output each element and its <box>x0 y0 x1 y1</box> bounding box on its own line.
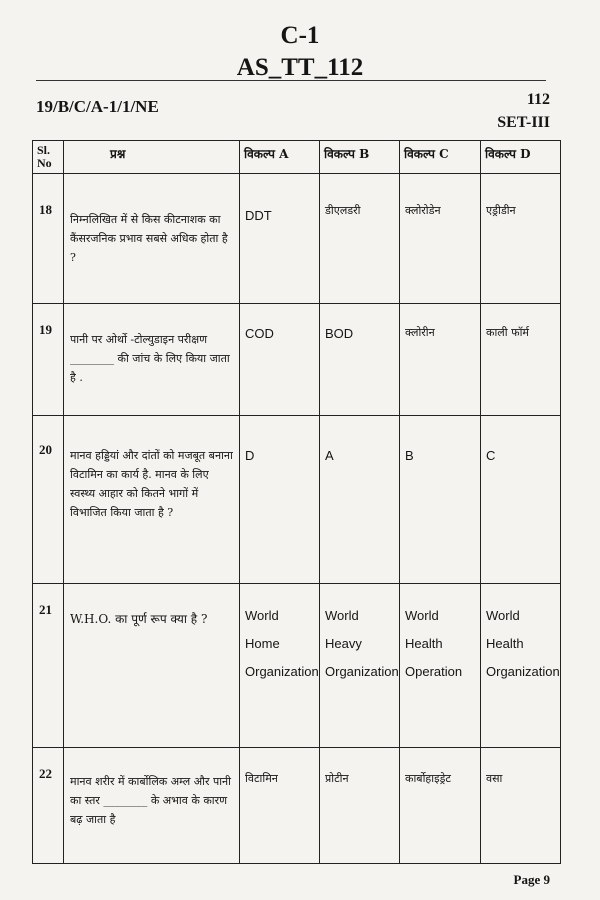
option-b: BOD <box>320 304 400 416</box>
paper-number: 112 <box>526 91 550 108</box>
header-option-a: विकल्प A <box>240 141 320 174</box>
option-c: कार्बोहाइड्रेट <box>400 748 481 864</box>
option-d: World Health Organization <box>481 584 561 748</box>
option-a: विटामिन <box>240 748 320 864</box>
option-c: क्लोरोडेन <box>400 174 481 304</box>
option-a: D <box>240 416 320 584</box>
option-a: COD <box>240 304 320 416</box>
header-divider <box>36 80 546 81</box>
option-d: C <box>481 416 561 584</box>
table-row <box>33 416 561 584</box>
option-b: प्रोटीन <box>320 748 400 864</box>
document-title: C-1 <box>280 22 320 49</box>
option-d: वसा <box>481 748 561 864</box>
option-b: डीएलडरी <box>320 174 400 304</box>
question-text: W.H.O. का पूर्ण रूप क्या है ? <box>64 584 240 748</box>
header-sl-no: Sl. No <box>33 141 64 174</box>
option-d: काली फॉर्म <box>481 304 561 416</box>
set-label: SET-III <box>497 114 550 131</box>
paper-code: 19/B/C/A-1/1/NE <box>36 97 159 116</box>
header-option-c: विकल्प C <box>400 141 481 174</box>
option-c: क्लोरीन <box>400 304 481 416</box>
question-table <box>32 140 561 864</box>
header-question: प्रश्न <box>64 141 240 174</box>
table-row <box>33 304 561 416</box>
table-header-row <box>33 141 561 174</box>
option-d: एड्रीडीन <box>481 174 561 304</box>
header-option-d: विकल्प D <box>481 141 561 174</box>
question-text: निम्नलिखित में से किस कीटनाशक का कैंसरजनिक प्रभाव सबसे अधिक होता है ? <box>64 174 240 304</box>
question-number: 19 <box>33 304 64 416</box>
option-c: World Health Operation <box>400 584 481 748</box>
header-option-b: विकल्प B <box>320 141 400 174</box>
document-subtitle: AS_TT_112 <box>236 54 364 81</box>
question-number: 18 <box>33 174 64 304</box>
option-a: DDT <box>240 174 320 304</box>
page-number: Page 9 <box>513 872 550 887</box>
option-b: World Heavy Organization <box>320 584 400 748</box>
option-c: B <box>400 416 481 584</box>
question-text: मानव हड्डियां और दांतों को मजबूत बनाना विटामिन का कार्य है. मानव के लिए स्वस्थ्य आहार को कितने भागों में विभाजित किया जाता है ? <box>64 416 240 584</box>
option-b: A <box>320 416 400 584</box>
question-text: मानव शरीर में कार्बोलिक अम्ल और पानी का स्तर ________ के अभाव के कारण बढ़ जाता है <box>64 748 240 864</box>
option-a: World Home Organization <box>240 584 320 748</box>
table-row <box>33 174 561 304</box>
question-number: 21 <box>33 584 64 748</box>
question-text: पानी पर ओर्थो -टोल्युडाइन परीक्षण ________ की जांच के लिए किया जाता है . <box>64 304 240 416</box>
table-row <box>33 748 561 864</box>
question-number: 22 <box>33 748 64 864</box>
question-number: 20 <box>33 416 64 584</box>
table-row <box>33 584 561 748</box>
